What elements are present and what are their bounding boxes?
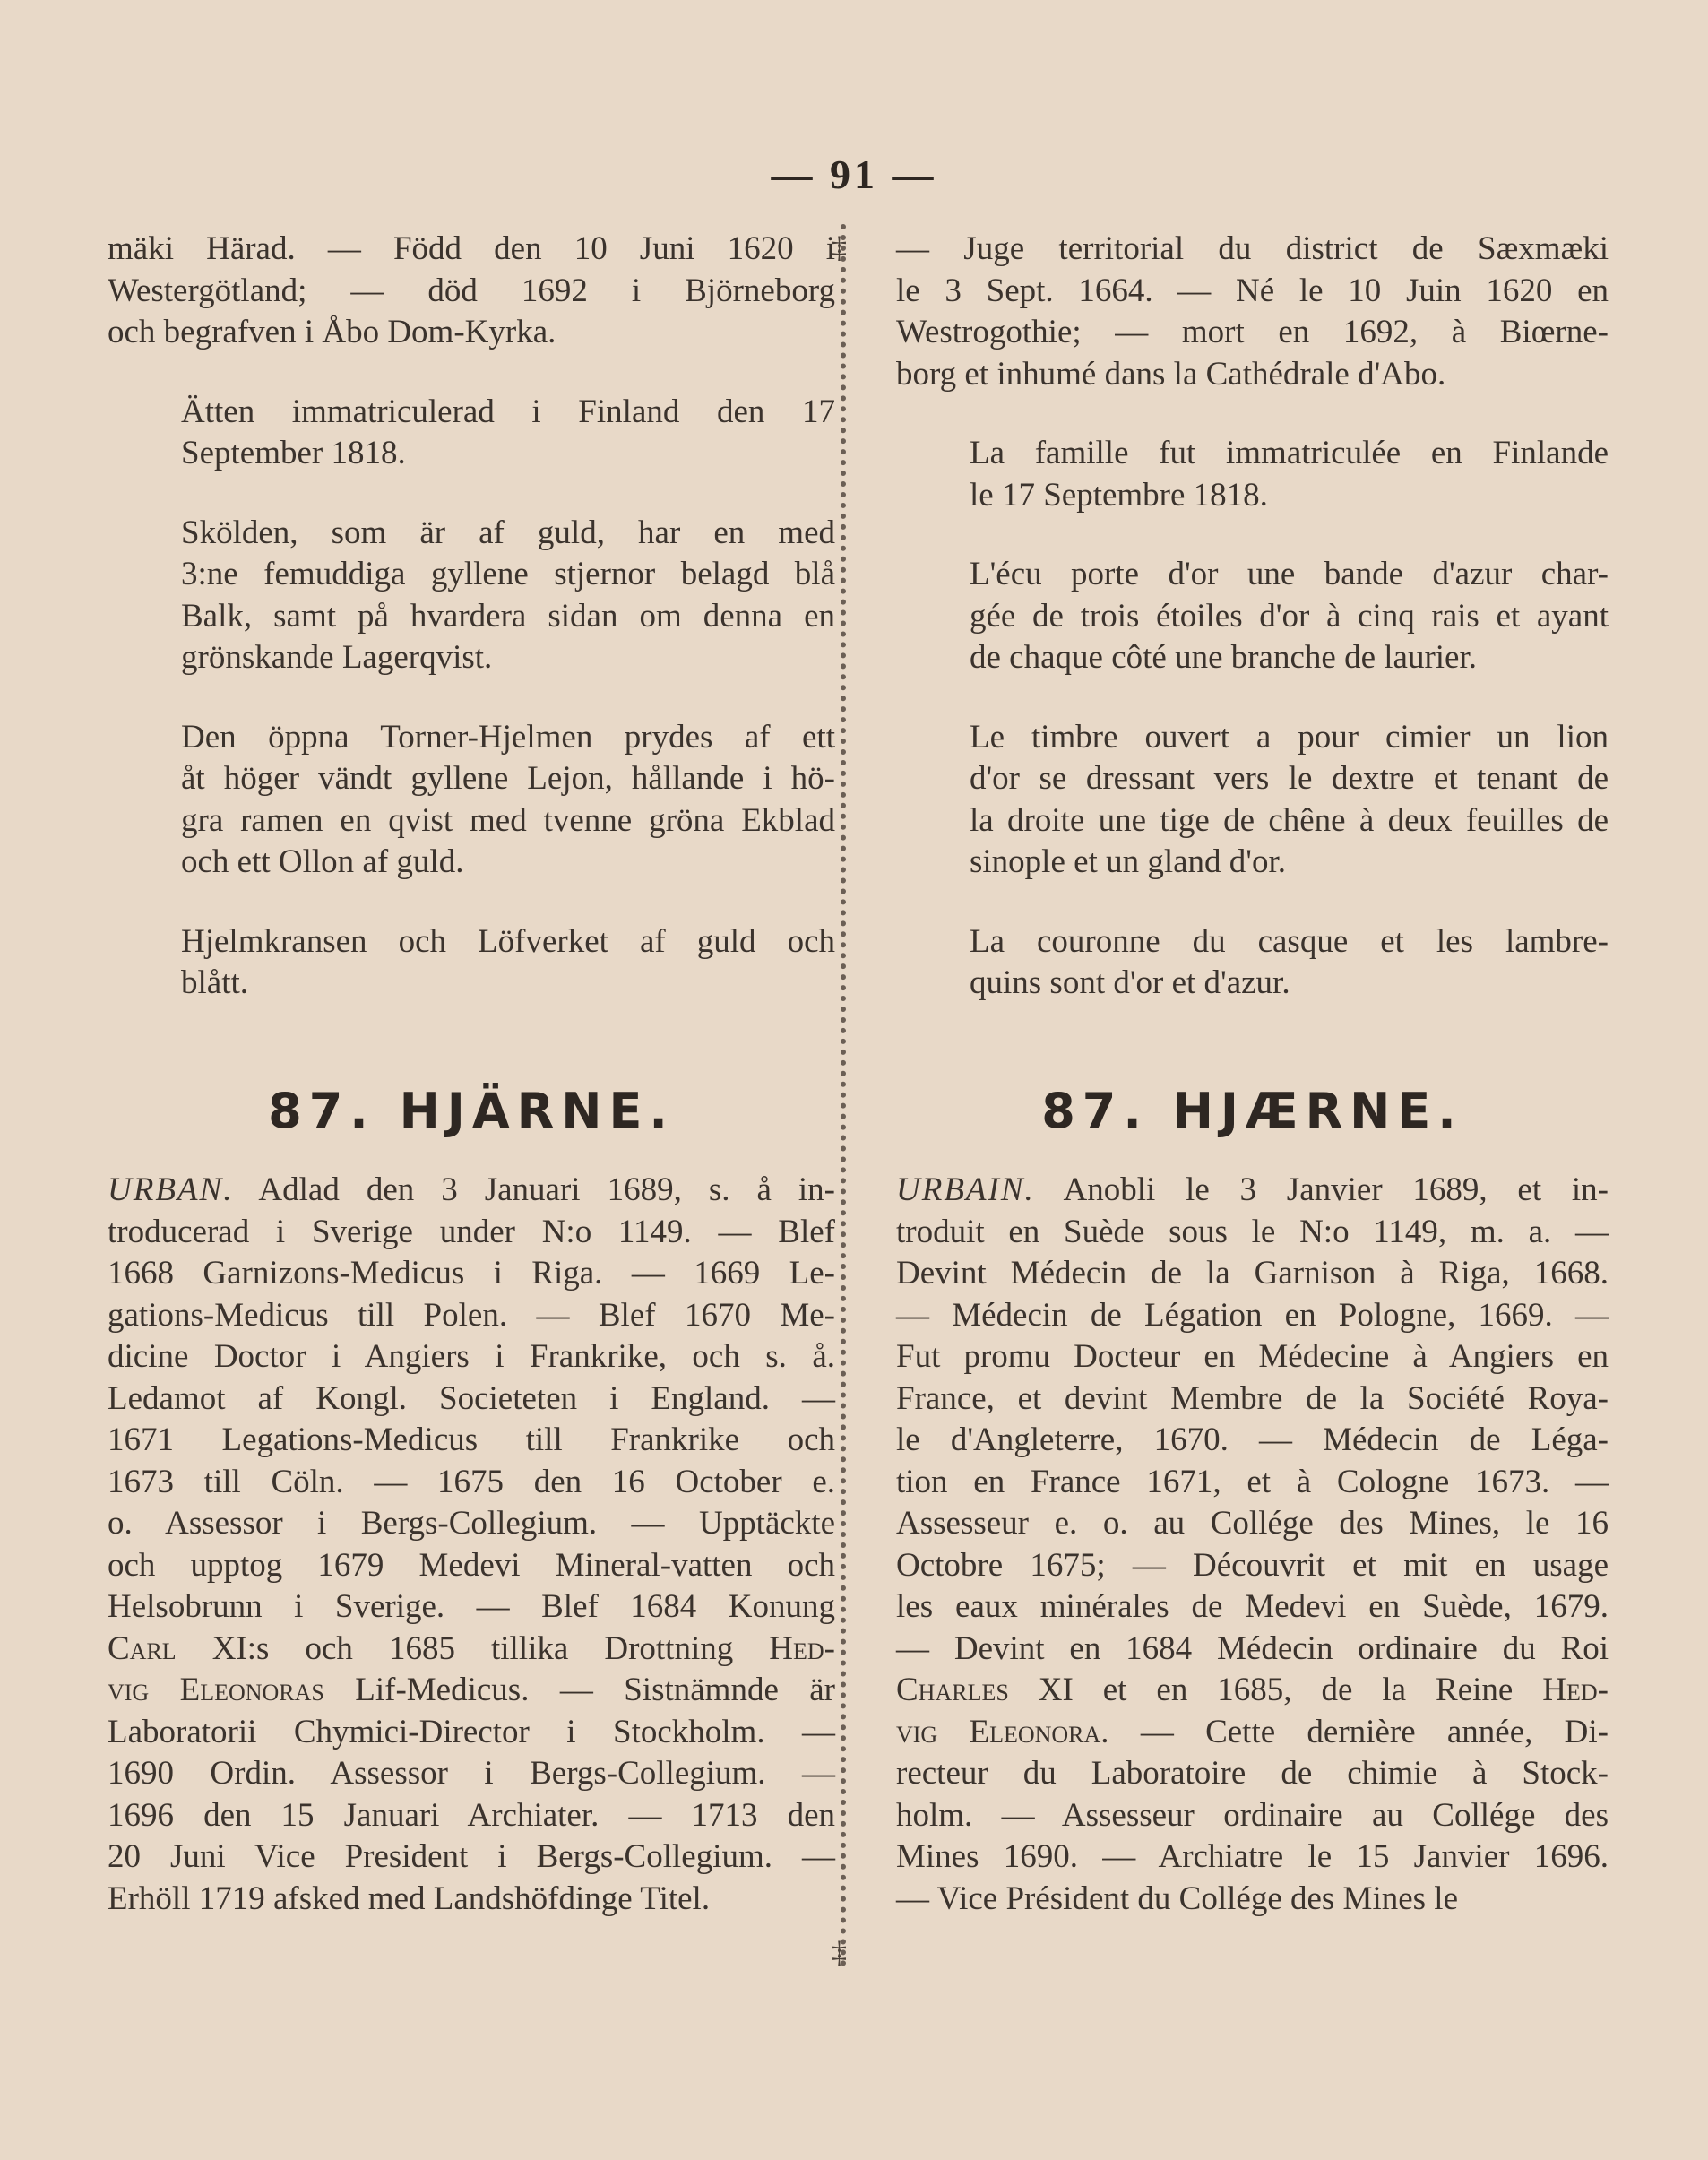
text-line: France, et devint Membre de la Société Roya-: [896, 1379, 1609, 1417]
lineage-paragraph: [896, 229, 1609, 395]
text-line: Assesseur e. o. au Collége des Mines, le 16: [896, 1505, 1609, 1542]
text-line: La famille fut immatriculée en Finlande: [970, 435, 1609, 471]
king-name: Charles: [896, 1672, 1009, 1708]
mantling-paragraph: [896, 921, 1609, 1005]
helmet-paragraph: [108, 717, 835, 884]
helmet-paragraph: [896, 717, 1609, 884]
text-line: och ett Ollon af guld.: [181, 843, 464, 880]
text-line: — Médecin de Légation en Pologne, 1669. —: [896, 1296, 1609, 1334]
shield-paragraph: [896, 554, 1609, 679]
page-number: — 91 —: [771, 151, 937, 197]
text-line: 1668 Garnizons-Medicus i Riga. — 1669 Le-: [108, 1255, 835, 1292]
queen-name-start: Hed-: [769, 1629, 835, 1667]
text-line: Ätten immatriculerad i Finland den 17: [181, 393, 835, 430]
text-fragment: XI:s och 1685 tillika Drottning: [176, 1629, 770, 1667]
text-line: 1696 den 15 Januari Archiater. — 1713 den: [108, 1796, 835, 1834]
text-line: 20 Juni Vice President i Bergs-Collegium. —: [108, 1838, 835, 1875]
text-line: September 1818.: [181, 435, 406, 471]
text-line: gations-Medicus till Polen. — Blef 1670 Me-: [108, 1296, 835, 1334]
text-line: Den öppna Torner-Hjelmen prydes af ett: [181, 718, 835, 756]
text-fragment: — Cette dernière année, Di-: [1108, 1713, 1609, 1750]
section-title: 87. HJÆRNE.: [1041, 1082, 1463, 1139]
immatriculation-paragraph: [108, 392, 835, 475]
text-line: Le timbre ouvert a pour cimier un lion: [970, 718, 1609, 756]
text-line: le 17 Septembre 1818.: [970, 476, 1268, 514]
text-line: Erhöll 1719 afsked med Landshöfdinge Titel.: [108, 1879, 711, 1917]
text-line: 1690 Ordin. Assessor i Bergs-Collegium. —: [108, 1755, 835, 1792]
mantling-paragraph: [108, 921, 835, 1005]
biography-paragraph: [108, 1170, 835, 1920]
text-line: — Devint en 1684 Médecin ordinaire du Roi: [896, 1629, 1609, 1667]
text-line: Adlad den 3 Januari 1689, s. å in-: [258, 1171, 835, 1208]
text-fragment: Lif-Medicus. — Sistnämnde är: [323, 1672, 836, 1708]
text-line: åt höger vändt gyllene Lejon, hållande i hö-: [181, 760, 835, 797]
text-line: sinople et un gland d'or.: [970, 843, 1286, 880]
text-line: — Juge territorial du district de Sæxmæki: [896, 230, 1609, 267]
text-line: holm. — Assesseur ordinaire au Collége des: [896, 1796, 1609, 1834]
queen-name-end: vig Eleonoras: [108, 1672, 324, 1708]
french-column: [896, 229, 1609, 1920]
immatriculation-paragraph: [896, 433, 1609, 516]
text-line: La couronne du casque et les lambre-: [970, 922, 1609, 960]
text-line: blått.: [181, 964, 249, 1001]
text-line: le 3 Sept. 1664. — Né le 10 Juin 1620 en: [896, 272, 1609, 309]
queen-name-end: vig Eleonora.: [896, 1713, 1109, 1750]
text-line: tion en France 1671, et à Cologne 1673. —: [896, 1463, 1609, 1500]
text-line: 1671 Legations-Medicus till Frankrike och: [108, 1421, 835, 1458]
lineage-paragraph: [108, 229, 835, 354]
text-line: Anobli le 3 Janvier 1689, et in-: [1063, 1171, 1609, 1208]
text-line: och upptog 1679 Medevi Mineral-vatten och: [108, 1546, 835, 1584]
text-line: d'or se dressant vers le dextre et tenant de: [970, 760, 1609, 797]
text-line: dicine Doctor i Angiers i Frankrike, och s. å.: [108, 1338, 835, 1375]
text-line: 1673 till Cöln. — 1675 den 16 October e.: [108, 1463, 835, 1500]
text-line: la droite une tige de chêne à deux feuilles de: [970, 801, 1609, 839]
column-divider: [841, 224, 846, 1967]
text-line: recteur du Laboratoire de chimie à Stock-: [896, 1755, 1609, 1792]
text-line: mäki Härad. — Född den 10 Juni 1620 i: [108, 230, 835, 267]
text-line: troducerad i Sverige under N:o 1149. — Blef: [108, 1213, 835, 1250]
text-line: Balk, samt på hvardera sidan om denna en: [181, 597, 835, 635]
text-line: Fut promu Docteur en Médecine à Angiers en: [896, 1338, 1609, 1375]
text-line: Westrogothie; — mort en 1692, à Biœrne-: [896, 314, 1609, 350]
text-line: o. Assessor i Bergs-Collegium. — Upptäckte: [108, 1505, 835, 1542]
text-line: borg et inhumé dans la Cathédrale d'Abo.: [896, 355, 1446, 393]
text-line: Devint Médecin de la Garnison à Riga, 1668.: [896, 1255, 1609, 1292]
text-line: Skölden, som är af guld, har en med: [181, 514, 835, 551]
text-line: Hjelmkransen och Löfverket af guld och: [181, 922, 835, 960]
text-line: troduit en Suède sous le N:o 1149, m. a. —: [896, 1213, 1609, 1250]
divider-top-ornament: ‡: [832, 231, 847, 264]
text-line: quins sont d'or et d'azur.: [970, 964, 1290, 1001]
text-line: Ledamot af Kongl. Societeten i England. —: [108, 1379, 835, 1417]
queen-name-start: Hed-: [1542, 1672, 1609, 1708]
king-name: Carl: [108, 1629, 177, 1667]
biography-paragraph: [896, 1170, 1609, 1920]
entry-name: URBAN.: [108, 1171, 234, 1208]
text-line: gra ramen en qvist med tvenne gröna Ekblad: [181, 801, 835, 839]
text-line: les eaux minérales de Medevi en Suède, 1679.: [896, 1588, 1609, 1625]
text-line: le d'Angleterre, 1670. — Médecin de Léga-: [896, 1421, 1609, 1458]
shield-paragraph: [108, 513, 835, 679]
divider-bottom-ornament: ‡: [832, 1936, 847, 1969]
text-line: Octobre 1675; — Découvrit et mit en usage: [896, 1546, 1609, 1584]
text-line: L'écu porte d'or une bande d'azur char-: [970, 556, 1609, 592]
text-line: Laboratorii Chymici-Director i Stockholm. —: [108, 1713, 835, 1750]
text-line: Mines 1690. — Archiatre le 15 Janvier 1696.: [896, 1838, 1609, 1875]
text-line: — Vice Président du Collége des Mines le: [896, 1879, 1459, 1917]
text-line: gée de trois étoiles d'or à cinq rais et ayant: [970, 597, 1609, 635]
text-line: grönskande Lagerqvist.: [181, 639, 493, 676]
entry-name: URBAIN.: [896, 1171, 1035, 1208]
swedish-column: [108, 229, 835, 1920]
text-fragment: XI et en 1685, de la Reine: [1008, 1672, 1543, 1708]
text-line: och begrafven i Åbo Dom-Kyrka.: [108, 314, 556, 350]
text-line: 3:ne femuddiga gyllene stjernor belagd blå: [181, 556, 835, 592]
text-line: Westergötland; — död 1692 i Björneborg: [108, 272, 835, 309]
text-line: de chaque côté une branche de laurier.: [970, 639, 1478, 676]
text-line: Helsobrunn i Sverige. — Blef 1684 Konung: [108, 1588, 835, 1625]
section-title: 87. HJÄRNE.: [268, 1082, 675, 1139]
